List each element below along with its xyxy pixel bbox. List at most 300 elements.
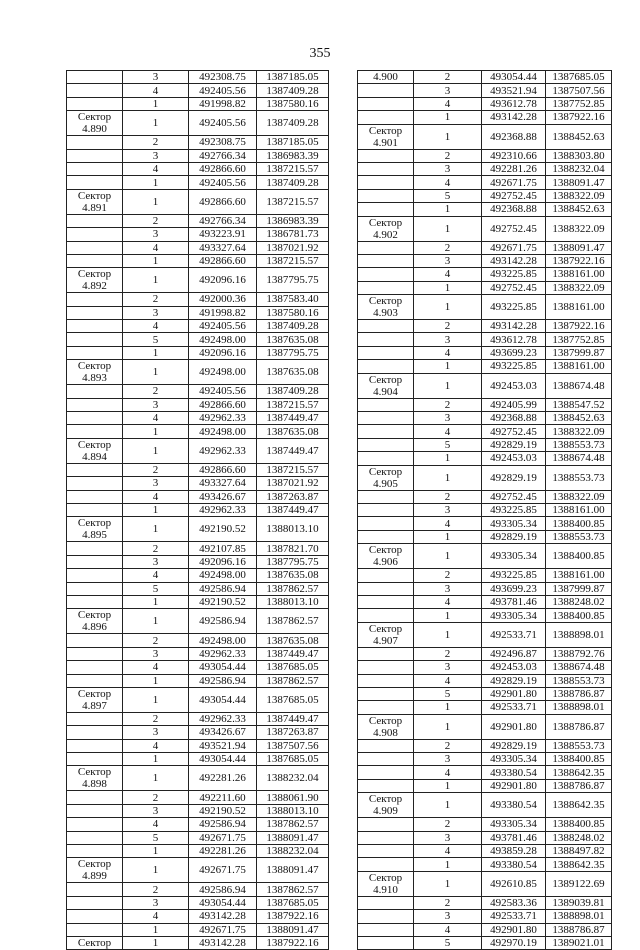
- point-number-cell: 3: [123, 398, 189, 411]
- sector-label-cell: [358, 203, 414, 216]
- y-coordinate-cell: 1388161.00: [546, 503, 612, 516]
- x-coordinate-cell: 492211.60: [189, 791, 257, 804]
- point-number-cell: 4: [414, 176, 482, 189]
- y-coordinate-cell: 1388792.76: [546, 647, 612, 660]
- x-coordinate-cell: 493327.64: [189, 477, 257, 490]
- sector-label-cell: [358, 910, 414, 923]
- point-number-cell: 3: [414, 831, 482, 844]
- table-row: [67, 818, 329, 831]
- x-coordinate-cell: 492533.71: [482, 622, 546, 647]
- table-row: [358, 320, 612, 333]
- y-coordinate-cell: 1388786.87: [546, 779, 612, 792]
- point-number-cell: 4: [123, 84, 189, 97]
- point-number-cell: 1: [414, 544, 482, 569]
- x-coordinate-cell: 493612.78: [482, 333, 546, 346]
- x-coordinate-cell: 492752.45: [482, 216, 546, 241]
- x-coordinate-cell: 492866.60: [189, 162, 257, 175]
- x-coordinate-cell: 492586.94: [189, 674, 257, 687]
- x-coordinate-cell: 492766.34: [189, 149, 257, 162]
- sector-label-cell: [358, 97, 414, 110]
- point-number-cell: 4: [414, 425, 482, 438]
- point-number-cell: 3: [123, 228, 189, 241]
- sector-label-cell: [358, 753, 414, 766]
- sector-label-cell: Сектор 4.891: [67, 189, 123, 214]
- table-row: [67, 517, 329, 542]
- point-number-cell: 3: [414, 582, 482, 595]
- x-coordinate-cell: 493380.54: [482, 858, 546, 871]
- point-number-cell: 4: [123, 910, 189, 923]
- point-number-cell: 1: [414, 871, 482, 896]
- x-coordinate-cell: 493699.23: [482, 346, 546, 359]
- x-coordinate-cell: 492498.00: [189, 569, 257, 582]
- y-coordinate-cell: 1387685.05: [546, 71, 612, 84]
- sector-label-cell: Сектор 4.893: [67, 360, 123, 385]
- y-coordinate-cell: 1388786.87: [546, 714, 612, 739]
- sector-label-cell: [358, 490, 414, 503]
- x-coordinate-cell: 493054.44: [189, 896, 257, 909]
- y-coordinate-cell: 1387862.57: [257, 582, 329, 595]
- table-row: [67, 412, 329, 425]
- point-number-cell: 2: [414, 398, 482, 411]
- x-coordinate-cell: 492829.19: [482, 465, 546, 490]
- table-row: [358, 845, 612, 858]
- y-coordinate-cell: 1388091.47: [257, 923, 329, 936]
- x-coordinate-cell: 492096.16: [189, 268, 257, 293]
- y-coordinate-cell: 1387862.57: [257, 883, 329, 896]
- table-row: [358, 858, 612, 871]
- x-coordinate-cell: 492586.94: [189, 818, 257, 831]
- table-row: [67, 228, 329, 241]
- point-number-cell: 2: [123, 293, 189, 306]
- x-coordinate-cell: 492453.03: [482, 661, 546, 674]
- sector-label-cell: [67, 595, 123, 608]
- x-coordinate-cell: 493426.67: [189, 726, 257, 739]
- x-coordinate-cell: 493054.44: [189, 753, 257, 766]
- point-number-cell: 1: [414, 858, 482, 871]
- point-number-cell: 5: [414, 438, 482, 451]
- point-number-cell: 1: [414, 793, 482, 818]
- x-coordinate-cell: 493305.34: [482, 544, 546, 569]
- x-coordinate-cell: 492096.16: [189, 555, 257, 568]
- point-number-cell: 1: [123, 346, 189, 359]
- point-number-cell: 4: [123, 818, 189, 831]
- x-coordinate-cell: 492901.80: [482, 714, 546, 739]
- point-number-cell: 1: [414, 216, 482, 241]
- point-number-cell: 1: [123, 858, 189, 883]
- x-coordinate-cell: 493054.44: [189, 687, 257, 712]
- sector-label-cell: Сектор 4.898: [67, 766, 123, 791]
- y-coordinate-cell: 1388553.73: [546, 438, 612, 451]
- sector-label-cell: [358, 766, 414, 779]
- point-number-cell: 3: [414, 910, 482, 923]
- table-row: [67, 490, 329, 503]
- sector-label-cell: [67, 555, 123, 568]
- y-coordinate-cell: 1387185.05: [257, 71, 329, 84]
- sector-label-cell: [358, 189, 414, 202]
- table-row: [358, 923, 612, 936]
- table-row: [67, 791, 329, 804]
- sector-label-cell: Сектор 4.890: [67, 111, 123, 136]
- table-row: [358, 687, 612, 700]
- point-number-cell: 2: [414, 320, 482, 333]
- y-coordinate-cell: 1388013.10: [257, 517, 329, 542]
- x-coordinate-cell: 493327.64: [189, 241, 257, 254]
- y-coordinate-cell: 1388642.35: [546, 858, 612, 871]
- point-number-cell: 1: [414, 530, 482, 543]
- sector-label-cell: [358, 438, 414, 451]
- y-coordinate-cell: 1388161.00: [546, 569, 612, 582]
- table-row: [358, 254, 612, 267]
- table-row: [358, 490, 612, 503]
- table-row: [358, 71, 612, 84]
- point-number-cell: 1: [414, 714, 482, 739]
- point-number-cell: 2: [123, 712, 189, 725]
- point-number-cell: 1: [414, 701, 482, 714]
- y-coordinate-cell: 1388786.87: [546, 687, 612, 700]
- sector-label-cell: Сектор 4.894: [67, 438, 123, 463]
- sector-label-cell: [67, 346, 123, 359]
- y-coordinate-cell: 1388898.01: [546, 910, 612, 923]
- sector-label-cell: [358, 858, 414, 871]
- y-coordinate-cell: 1388674.48: [546, 661, 612, 674]
- y-coordinate-cell: 1387862.57: [257, 609, 329, 634]
- table-row: [358, 333, 612, 346]
- sector-label-cell: [358, 254, 414, 267]
- y-coordinate-cell: 1387507.56: [257, 739, 329, 752]
- x-coordinate-cell: 492829.19: [482, 530, 546, 543]
- sector-label-cell: [358, 831, 414, 844]
- y-coordinate-cell: 1387922.16: [546, 254, 612, 267]
- table-row: [358, 465, 612, 490]
- x-coordinate-cell: 493380.54: [482, 793, 546, 818]
- y-coordinate-cell: 1388674.48: [546, 373, 612, 398]
- table-row: [358, 517, 612, 530]
- y-coordinate-cell: 1388497.82: [546, 845, 612, 858]
- table-row: [358, 793, 612, 818]
- x-coordinate-cell: 493054.44: [482, 71, 546, 84]
- y-coordinate-cell: 1387685.05: [257, 753, 329, 766]
- sector-label-cell: [358, 779, 414, 792]
- y-coordinate-cell: 1387752.85: [546, 97, 612, 110]
- x-coordinate-cell: 493781.46: [482, 595, 546, 608]
- y-coordinate-cell: 1387635.08: [257, 333, 329, 346]
- sector-label-cell: [358, 398, 414, 411]
- table-row: [67, 398, 329, 411]
- table-row: [67, 753, 329, 766]
- x-coordinate-cell: 493305.34: [482, 609, 546, 622]
- table-row: [67, 293, 329, 306]
- sector-label-cell: [67, 162, 123, 175]
- sector-label-cell: [67, 228, 123, 241]
- x-coordinate-cell: 493426.67: [189, 490, 257, 503]
- point-number-cell: 3: [123, 555, 189, 568]
- point-number-cell: 3: [123, 726, 189, 739]
- y-coordinate-cell: 1386983.39: [257, 214, 329, 227]
- point-number-cell: 5: [414, 936, 482, 949]
- point-number-cell: 2: [414, 818, 482, 831]
- table-row: [67, 97, 329, 110]
- left-coordinates-table: [66, 70, 329, 950]
- y-coordinate-cell: 1388322.09: [546, 490, 612, 503]
- y-coordinate-cell: 1388161.00: [546, 360, 612, 373]
- x-coordinate-cell: 492901.80: [482, 779, 546, 792]
- sector-label-cell: Сектор: [67, 936, 123, 949]
- sector-label-cell: Сектор 4.909: [358, 793, 414, 818]
- point-number-cell: 1: [123, 595, 189, 608]
- point-number-cell: 1: [123, 97, 189, 110]
- x-coordinate-cell: 492962.33: [189, 712, 257, 725]
- y-coordinate-cell: 1388303.80: [546, 149, 612, 162]
- sector-label-cell: [67, 569, 123, 582]
- point-number-cell: 1: [123, 438, 189, 463]
- x-coordinate-cell: 493305.34: [482, 517, 546, 530]
- x-coordinate-cell: 491998.82: [189, 306, 257, 319]
- y-coordinate-cell: 1387409.28: [257, 385, 329, 398]
- x-coordinate-cell: 492901.80: [482, 687, 546, 700]
- sector-label-cell: [67, 412, 123, 425]
- x-coordinate-cell: 493225.85: [482, 569, 546, 582]
- point-number-cell: 2: [123, 136, 189, 149]
- x-coordinate-cell: 493225.85: [482, 503, 546, 516]
- table-row: [67, 726, 329, 739]
- point-number-cell: 1: [123, 517, 189, 542]
- y-coordinate-cell: 1388642.35: [546, 766, 612, 779]
- x-coordinate-cell: 492453.03: [482, 452, 546, 465]
- sector-label-cell: [358, 739, 414, 752]
- sector-label-cell: [358, 425, 414, 438]
- sector-label-cell: [67, 661, 123, 674]
- sector-label-cell: [67, 149, 123, 162]
- table-row: [67, 712, 329, 725]
- sector-label-cell: [67, 503, 123, 516]
- sector-label-cell: [67, 712, 123, 725]
- right-coordinates-table: [357, 70, 612, 950]
- x-coordinate-cell: 492281.26: [189, 845, 257, 858]
- x-coordinate-cell: 492671.75: [482, 176, 546, 189]
- table-row: [358, 530, 612, 543]
- table-row: [358, 674, 612, 687]
- sector-label-cell: [67, 791, 123, 804]
- table-row: [67, 306, 329, 319]
- y-coordinate-cell: 1388161.00: [546, 295, 612, 320]
- point-number-cell: 4: [123, 739, 189, 752]
- y-coordinate-cell: 1387580.16: [257, 306, 329, 319]
- table-row: [67, 241, 329, 254]
- sector-label-cell: Сектор 4.899: [67, 858, 123, 883]
- sector-label-cell: [67, 674, 123, 687]
- x-coordinate-cell: 492866.60: [189, 463, 257, 476]
- x-coordinate-cell: 492970.19: [482, 936, 546, 949]
- y-coordinate-cell: 1387263.87: [257, 726, 329, 739]
- x-coordinate-cell: 492866.60: [189, 189, 257, 214]
- point-number-cell: 1: [414, 373, 482, 398]
- x-coordinate-cell: 492610.85: [482, 871, 546, 896]
- table-row: [358, 569, 612, 582]
- y-coordinate-cell: 1388232.04: [257, 766, 329, 791]
- sector-label-cell: [358, 896, 414, 909]
- sector-label-cell: [358, 687, 414, 700]
- y-coordinate-cell: 1388400.85: [546, 609, 612, 622]
- y-coordinate-cell: 1387507.56: [546, 84, 612, 97]
- x-coordinate-cell: 492962.33: [189, 412, 257, 425]
- sector-label-cell: [67, 647, 123, 660]
- table-row: [67, 214, 329, 227]
- x-coordinate-cell: 492752.45: [482, 490, 546, 503]
- table-row: [67, 595, 329, 608]
- x-coordinate-cell: 492190.52: [189, 595, 257, 608]
- point-number-cell: 1: [123, 923, 189, 936]
- x-coordinate-cell: 492962.33: [189, 647, 257, 660]
- x-coordinate-cell: 491998.82: [189, 97, 257, 110]
- y-coordinate-cell: 1388553.73: [546, 674, 612, 687]
- table-row: [358, 176, 612, 189]
- table-row: [67, 936, 329, 949]
- point-number-cell: 2: [414, 490, 482, 503]
- y-coordinate-cell: 1387635.08: [257, 425, 329, 438]
- y-coordinate-cell: 1388553.73: [546, 530, 612, 543]
- x-coordinate-cell: 492752.45: [482, 281, 546, 294]
- y-coordinate-cell: 1388248.02: [546, 595, 612, 608]
- table-row: [358, 149, 612, 162]
- table-row: [358, 936, 612, 949]
- table-row: [67, 804, 329, 817]
- point-number-cell: 3: [414, 661, 482, 674]
- table-row: [358, 661, 612, 674]
- point-number-cell: 2: [123, 542, 189, 555]
- table-row: [67, 831, 329, 844]
- point-number-cell: 3: [123, 804, 189, 817]
- table-row: [358, 412, 612, 425]
- sector-label-cell: [358, 936, 414, 949]
- y-coordinate-cell: 1387449.47: [257, 438, 329, 463]
- table-row: [358, 162, 612, 175]
- table-row: [358, 701, 612, 714]
- point-number-cell: 2: [123, 791, 189, 804]
- point-number-cell: 1: [414, 465, 482, 490]
- y-coordinate-cell: 1388322.09: [546, 281, 612, 294]
- table-row: [358, 268, 612, 281]
- x-coordinate-cell: 492405.56: [189, 176, 257, 189]
- point-number-cell: 4: [414, 674, 482, 687]
- point-number-cell: 4: [123, 490, 189, 503]
- point-number-cell: 5: [123, 582, 189, 595]
- table-row: [358, 360, 612, 373]
- table-row: [67, 360, 329, 385]
- point-number-cell: 4: [123, 412, 189, 425]
- table-row: [67, 582, 329, 595]
- x-coordinate-cell: 493305.34: [482, 753, 546, 766]
- x-coordinate-cell: 492533.71: [482, 910, 546, 923]
- y-coordinate-cell: 1387635.08: [257, 634, 329, 647]
- y-coordinate-cell: 1388642.35: [546, 793, 612, 818]
- y-coordinate-cell: 1388553.73: [546, 465, 612, 490]
- y-coordinate-cell: 1387922.16: [546, 111, 612, 124]
- x-coordinate-cell: 492533.71: [482, 701, 546, 714]
- point-number-cell: 4: [123, 162, 189, 175]
- point-number-cell: 2: [414, 149, 482, 162]
- y-coordinate-cell: 1388400.85: [546, 818, 612, 831]
- point-number-cell: 1: [123, 111, 189, 136]
- x-coordinate-cell: 493859.28: [482, 845, 546, 858]
- sector-label-cell: [358, 582, 414, 595]
- x-coordinate-cell: 493521.94: [482, 84, 546, 97]
- table-row: [67, 385, 329, 398]
- point-number-cell: 1: [123, 268, 189, 293]
- x-coordinate-cell: 493142.28: [482, 254, 546, 267]
- x-coordinate-cell: 492962.33: [189, 438, 257, 463]
- sector-label-cell: [358, 452, 414, 465]
- point-number-cell: 3: [123, 647, 189, 660]
- point-number-cell: 1: [123, 674, 189, 687]
- table-row: [67, 896, 329, 909]
- point-number-cell: 1: [123, 425, 189, 438]
- sector-label-cell: [358, 320, 414, 333]
- table-row: [67, 149, 329, 162]
- sector-label-cell: [358, 609, 414, 622]
- y-coordinate-cell: 1387215.57: [257, 162, 329, 175]
- sector-label-cell: Сектор 4.904: [358, 373, 414, 398]
- point-number-cell: 5: [414, 687, 482, 700]
- point-number-cell: 3: [123, 896, 189, 909]
- y-coordinate-cell: 1388013.10: [257, 595, 329, 608]
- x-coordinate-cell: 492405.56: [189, 84, 257, 97]
- x-coordinate-cell: 492405.56: [189, 320, 257, 333]
- table-row: [67, 661, 329, 674]
- y-coordinate-cell: 1388898.01: [546, 622, 612, 647]
- y-coordinate-cell: 1388013.10: [257, 804, 329, 817]
- point-number-cell: 4: [414, 845, 482, 858]
- table-row: [67, 333, 329, 346]
- table-row: [67, 438, 329, 463]
- x-coordinate-cell: 492866.60: [189, 254, 257, 267]
- x-coordinate-cell: 492498.00: [189, 634, 257, 647]
- point-number-cell: 4: [123, 320, 189, 333]
- point-number-cell: 2: [123, 463, 189, 476]
- sector-label-cell: Сектор 4.895: [67, 517, 123, 542]
- sector-label-cell: Сектор 4.892: [67, 268, 123, 293]
- x-coordinate-cell: 492496.87: [482, 647, 546, 660]
- y-coordinate-cell: 1387409.28: [257, 111, 329, 136]
- table-row: [358, 438, 612, 451]
- y-coordinate-cell: 1386781.73: [257, 228, 329, 241]
- table-row: [358, 831, 612, 844]
- x-coordinate-cell: 492752.45: [482, 425, 546, 438]
- sector-label-cell: [358, 595, 414, 608]
- point-number-cell: 1: [414, 609, 482, 622]
- point-number-cell: 2: [414, 647, 482, 660]
- table-row: [358, 544, 612, 569]
- sector-label-cell: Сектор 4.902: [358, 216, 414, 241]
- point-number-cell: 1: [414, 295, 482, 320]
- sector-label-cell: [358, 346, 414, 359]
- point-number-cell: 4: [123, 569, 189, 582]
- point-number-cell: 2: [123, 634, 189, 647]
- x-coordinate-cell: 492498.00: [189, 425, 257, 438]
- sector-label-cell: [358, 176, 414, 189]
- sector-label-cell: [67, 97, 123, 110]
- point-number-cell: 2: [414, 71, 482, 84]
- point-number-cell: 2: [123, 385, 189, 398]
- x-coordinate-cell: 492829.19: [482, 674, 546, 687]
- sector-label-cell: Сектор 4.901: [358, 124, 414, 149]
- table-row: [358, 739, 612, 752]
- point-number-cell: 2: [123, 214, 189, 227]
- sector-label-cell: [67, 214, 123, 227]
- point-number-cell: 3: [414, 162, 482, 175]
- sector-label-cell: Сектор 4.896: [67, 609, 123, 634]
- x-coordinate-cell: 492107.85: [189, 542, 257, 555]
- point-number-cell: 1: [414, 452, 482, 465]
